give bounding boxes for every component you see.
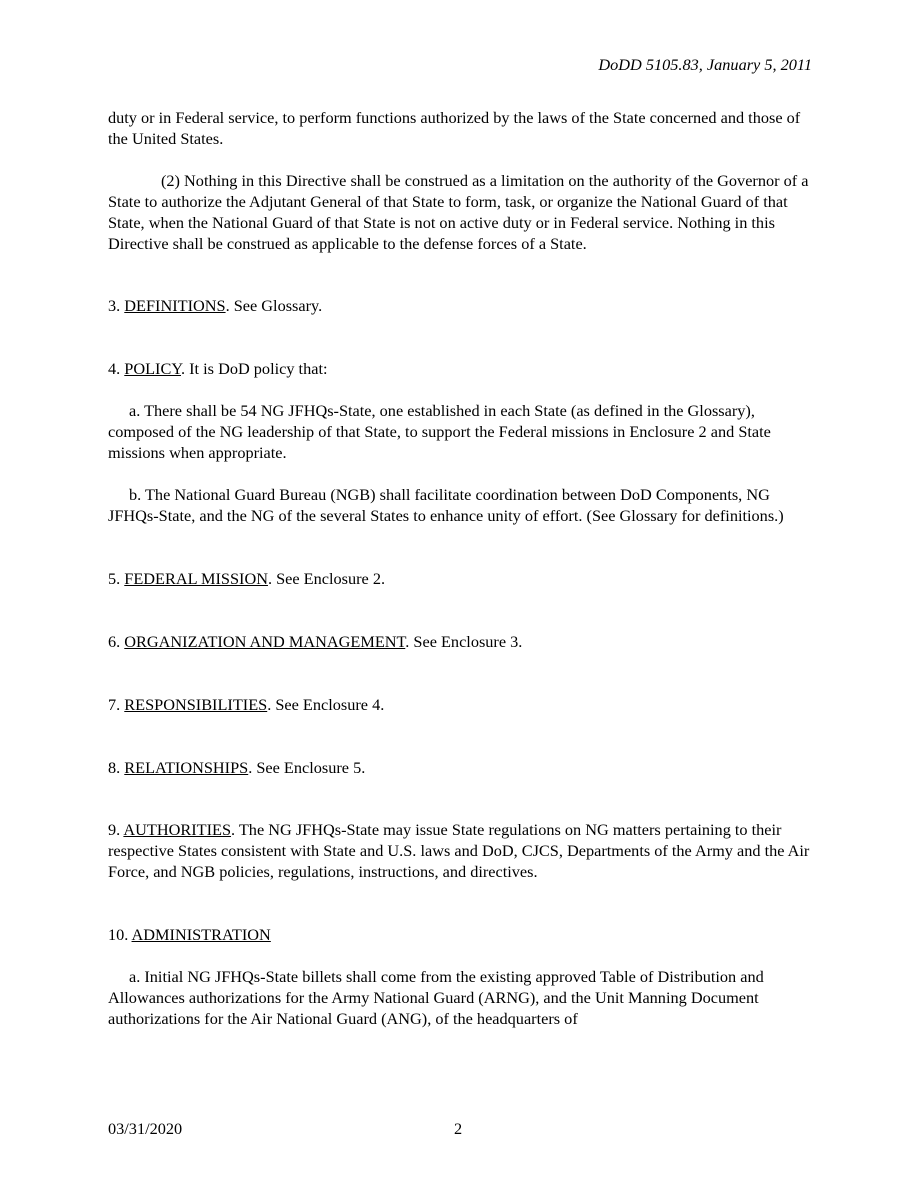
section-text: . The NG JFHQs-State may issue State regulations on NG matters pertaining to their respective States consistent with State and U.S. laws and DoD, CJCS, Departments of the Army and the Air Force, and NGB policies, regulations, instructions, and directives.: [108, 820, 810, 882]
section-3: [108, 296, 818, 317]
section-number: 7.: [108, 694, 125, 714]
document-header: DoDD 5105.83, January 5, 2011: [598, 55, 812, 74]
section-text: . See Enclosure 5.: [248, 757, 366, 777]
footer-date: 03/31/2020: [108, 1119, 183, 1138]
paragraph-4b: b. The National Guard Bureau (NGB) shall facilitate coordination between DoD Components, NG JFHQs-State, and the NG of the several States to enhance unity of effort. (See Glossary for definitions.): [108, 484, 784, 525]
section-title-responsibilities: RESPONSIBILITIES: [124, 694, 268, 714]
section-text: . See Enclosure 3.: [405, 631, 523, 651]
section-5: [108, 569, 818, 590]
section-number: 5.: [108, 568, 125, 588]
section-text: . See Glossary.: [225, 296, 323, 316]
paragraph-2-2: (2) Nothing in this Directive shall be construed as a limitation on the authority of the Governor of a State to authorize the Adjutant General of that State to form, task, or organize the National Guard of that State, when the National Guard of that State is not on active duty or in Federal service. Nothing in this Directive shall be construed as applicable to the defense forces of a State.: [108, 170, 809, 253]
page-number: 2: [454, 1119, 463, 1138]
section-title-definitions: DEFINITIONS: [124, 296, 226, 316]
section-7: [108, 695, 818, 716]
section-text: . See Enclosure 4.: [267, 694, 385, 714]
section-title-administration: ADMINISTRATION: [131, 925, 271, 945]
section-title-relationships: RELATIONSHIPS: [124, 757, 249, 777]
paragraph-continuation: duty or in Federal service, to perform functions authorized by the laws of the State concerned and those of the United States.: [108, 108, 801, 148]
section-number: 9.: [108, 820, 124, 840]
section-number: 8.: [108, 757, 125, 777]
section-10: [108, 925, 818, 946]
section-title-federal-mission: FEDERAL MISSION: [124, 568, 268, 588]
paragraph-4a: a. There shall be 54 NG JFHQs-State, one established in each State (as defined in the Glossary), composed of the NG leadership of that State, to support the Federal missions in Enclosure 2 and State missions when appropriate.: [108, 401, 771, 463]
section-6: [108, 632, 818, 653]
document-body: [108, 108, 818, 1030]
section-number: 6.: [108, 631, 125, 651]
section-text: . See Enclosure 2.: [267, 568, 386, 588]
section-title-organization: ORGANIZATION AND MANAGEMENT: [124, 631, 406, 651]
section-number: 10.: [108, 925, 132, 945]
section-title-policy: POLICY: [124, 359, 181, 379]
section-8: [108, 758, 818, 779]
section-4: [108, 359, 818, 380]
paragraph-10a: a. Initial NG JFHQs-State billets shall come from the existing approved Table of Distribution and Allowances authorizations for the Army National Guard (ARNG), and the Unit Manning Document authorizations for the Air National Guard (ANG), of the headquarters of: [108, 967, 764, 1028]
section-text: . It is DoD policy that:: [180, 359, 328, 379]
section-title-authorities: AUTHORITIES: [123, 820, 232, 840]
section-number: 4.: [108, 359, 125, 379]
section-9: [108, 820, 818, 883]
section-number: 3.: [108, 296, 125, 316]
